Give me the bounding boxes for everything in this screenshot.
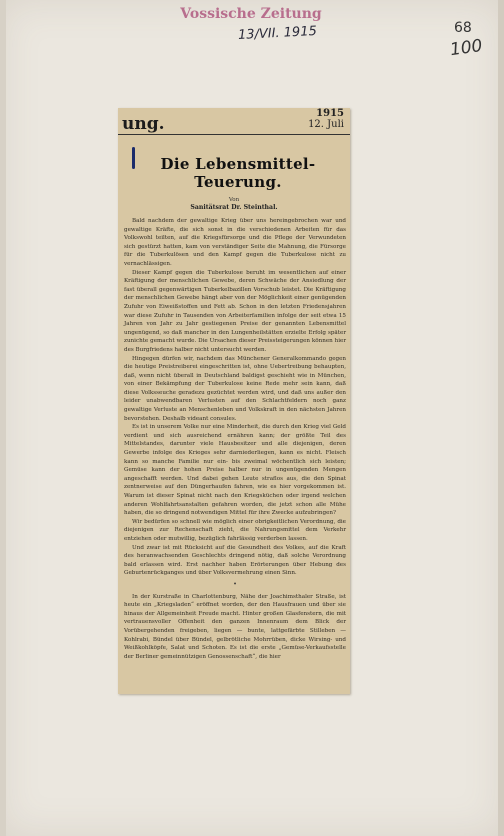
blue-pencil-marker bbox=[132, 147, 135, 169]
masthead-fragment: ung. bbox=[122, 114, 165, 134]
paragraph: Es ist in unserem Volke nur eine Minderheit, die durch den Krieg viel Geld verdient und sich ausreichend ernähren kann; der größte Teil des Mittelstandes, darunter viele Hausbesitzer und alle diejenigen, deren Gewerbe infolge des Krieges sehr darniederliegen, kann es nicht. Fleisch kann so manche Familie nur ein- bis zweimal wöchentlich sich leisten; Gemüse kann der hohen Preise halber nur in ungenügenden Mengen angeschafft werden. Und dabei gehen Leute straflos aus, die den Spinat zentnerweise auf den Düngerhaufen fahren, wie es hier vorgekommen ist. Warum ist dieser Spinat nicht nach den Kriegsküchen oder irgend welchen anderen Wohlfahrtsanstalten gefahren worden, die jetzt schon alle Mühe haben, die so dringend notwendigen Mittel für ihre Zwecke aufzubringen? bbox=[124, 424, 346, 517]
section-divider: • bbox=[233, 580, 237, 588]
paragraph: Dieser Kampf gegen die Tuberkulose beruht im wesentlichen auf einer Kräftigung der menschlichen Gewebe, deren Schwäche der Ansiedlung der fast überall gegenwärtigen Tuberkelbazillen Vorschub leistet. Die Kräftigung der menschlichen Gewebe hängt aber von der Möglichkeit einer genügenden Zufuhr von Eiweißstoffen und Fett ab. Schon in den letzten Friedensjahren war diese Zufuhr in Tausenden von Arbeiterfamilien infolge der seit etwa 15 Jahren von Jahr zu Jahr gestiegenen Preise der genannten Lebensmittel ungenügend, so daß mancher in den Lungenheilstätten erzielte Erfolg später zunichte gemacht wurde. Die Ursachen dieser Preissteigerungen können hier des Burgfriedens halber nicht untersucht werden. bbox=[124, 269, 346, 353]
page-number-handwritten: 100 bbox=[448, 35, 484, 61]
newspaper-stamp: Vossische Zeitung bbox=[180, 6, 322, 22]
article-title: Die Lebensmittel-Teuerung. bbox=[160, 155, 316, 191]
issue-date: 12. Juli bbox=[308, 119, 344, 130]
paragraph: Wir bedürfen so schnell wie möglich einer obrigkeitlichen Verordnung, die diejenigen zur Rechenschaft zieht, die Nahrungsmittel dem Verkehr entziehen oder mutwillig, bezüglich fahrlässig verderben lassen. bbox=[124, 518, 346, 542]
closing-paragraph: In der Kurstraße in Charlottenburg, Nähe der Joachimsthaler Straße, ist heute ein „Kriegsladen“ eröffnet worden, der den Hausfrauen und über sie hinaus der Allgemeinheit Freude macht. Hinter großen Glasfenstern, die mit vertrauensvoller Offenheit den ganzen Innenraum dem Blick der Vorübergehenden freigeben, liegen — bunte, lattgefärbte Stilleben — Kohlrabi, Bündel über Bündel, gelbrötliche Mohrrüben, dicke Wirsing- und Weißkohlköpfe, Salat und Schoten. Es ist die erste „Gemüse-Verkaufsstelle der Berliner gemeinnützigen Genossenschaft“, die hier bbox=[124, 593, 346, 660]
article-body bbox=[124, 217, 346, 661]
paragraph: Hingegen dürfen wir, nachdem das Münchener Generalkommando gegen die heutige Preistreiberei eingeschritten ist, ohne Uebertreibung behaupten, daß, wenn nicht überall in Deutschland baldigst geschieht wie in München, von einer Bekämpfung der Tuberkulose keine Rede mehr sein kann, daß diese Volksseuche geradezu gezüchtet werden wird, und daß uns außer den leider unabwendbaren Verlusten auf den Schlachtfeldern noch ganz gewaltige Verluste an Menschenleben und Volkskraft in den nächsten Jahren bevorstehen. Deshalb videant consules. bbox=[124, 355, 346, 422]
clipping-header bbox=[118, 108, 350, 135]
handwritten-date: 13/VII. 1915 bbox=[237, 23, 318, 44]
paragraph: Bald nachdem der gewaltige Krieg über uns hereingebrochen war und gewaltige Kräfte, die sich sonst in die verschiedenen Arbeiten für das Volkswohl teilten, auf die Kriegsfürsorge und die Pflege der Verwundeten sich gestürzt hatten, kam von verständiger Seite die Mahnung, die Fürsorge für die Tuberkulösen und den Kampf gegen die Tuberkulose nicht zu vernachlässigen. bbox=[124, 218, 346, 267]
byline-author: Sanitätsrat Dr. Steinthal. bbox=[190, 204, 278, 211]
issue-year: 1915 bbox=[316, 108, 344, 119]
byline-von: Von bbox=[228, 197, 240, 203]
newspaper-clipping bbox=[118, 108, 350, 694]
page-number: 68 bbox=[454, 20, 472, 36]
paragraph: Und zwar ist mit Rücksicht auf die Gesundheit des Volkes, auf die Kraft des heranwachsenden Geschlechts dringend nötig, daß solche Verordnung bald erlassen wird. Erst nachher haben Erörterungen über Hebung des Geburtenrückganges und über Volksvermehrung einen Sinn. bbox=[124, 544, 346, 577]
